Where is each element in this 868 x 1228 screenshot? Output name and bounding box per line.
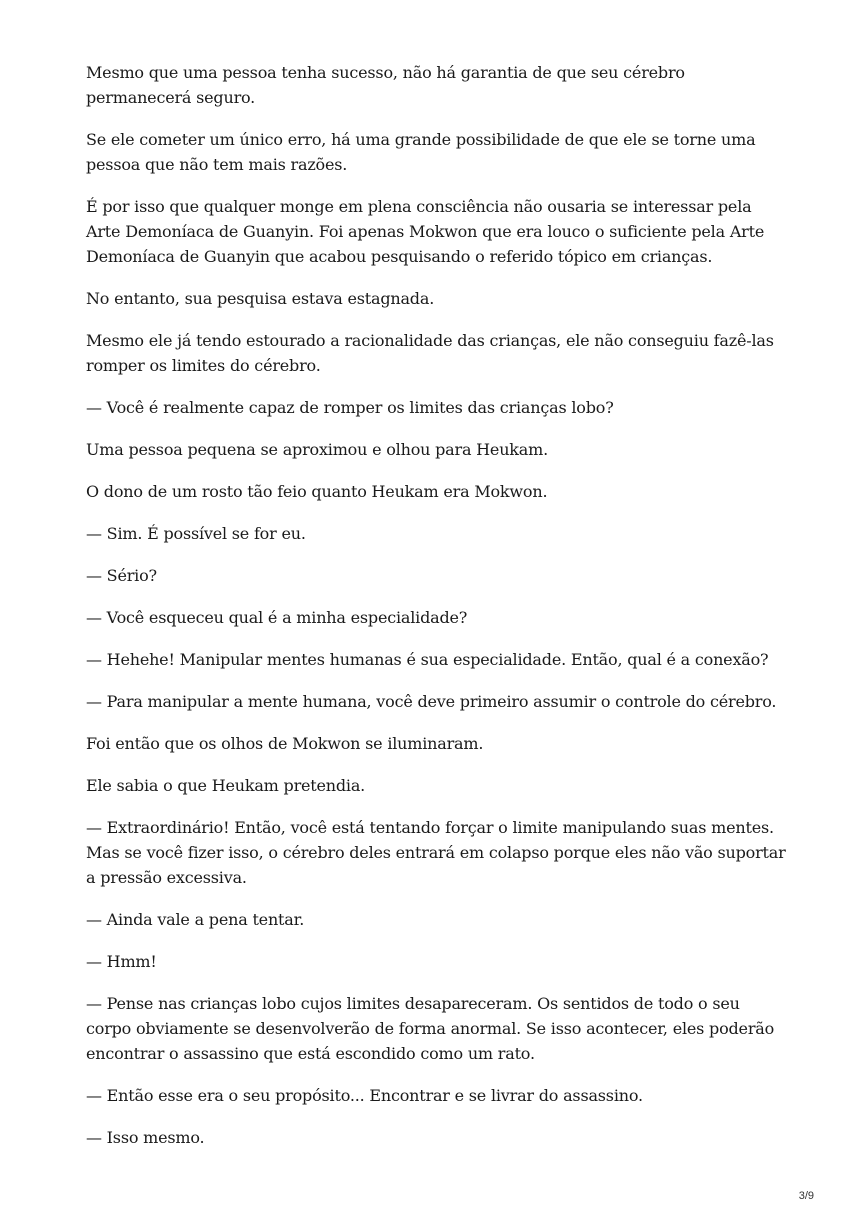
dialogue-line: — Então esse era o seu propósito... Encontrar e se livrar do assassino.	[86, 1086, 643, 1105]
dialogue-line: — Hmm!	[86, 952, 157, 971]
dialogue-line: — Sim. É possível se for eu.	[86, 524, 306, 543]
dialogue-line: — Para manipular a mente humana, você deve primeiro assumir o controle do cérebro.	[86, 692, 777, 711]
paragraph: Se ele cometer um único erro, há uma grande possibilidade de que ele se torne uma pessoa que não tem mais razões.	[86, 130, 756, 174]
paragraph: Mesmo que uma pessoa tenha sucesso, não há garantia de que seu cérebro permanecerá seguro.	[86, 63, 685, 107]
dialogue-line: — Sério?	[86, 566, 157, 585]
document-body	[86, 60, 786, 1167]
paragraph: Uma pessoa pequena se aproximou e olhou para Heukam.	[86, 440, 548, 459]
paragraph: No entanto, sua pesquisa estava estagnada.	[86, 289, 435, 308]
paragraph: Ele sabia o que Heukam pretendia.	[86, 776, 366, 795]
dialogue-line: — Hehehe! Manipular mentes humanas é sua especialidade. Então, qual é a conexão?	[86, 650, 769, 669]
page-number: 3/9	[798, 1190, 814, 1202]
paragraph: O dono de um rosto tão feio quanto Heukam era Mokwon.	[86, 482, 548, 501]
dialogue-line: — Extraordinário! Então, você está tentando forçar o limite manipulando suas mentes. Mas se você fizer isso, o cérebro deles entrará em colapso porque eles não vão suportar a pressão excessiva.	[86, 818, 786, 887]
dialogue-line: — Isso mesmo.	[86, 1128, 205, 1147]
dialogue-line: — Pense nas crianças lobo cujos limites desapareceram. Os sentidos de todo o seu corpo obviamente se desenvolverão de forma anormal. Se isso acontecer, eles poderão encontrar o assassino que está escondido como um rato.	[86, 994, 775, 1063]
dialogue-line: — Ainda vale a pena tentar.	[86, 910, 305, 929]
paragraph: Foi então que os olhos de Mokwon se iluminaram.	[86, 734, 484, 753]
paragraph: É por isso que qualquer monge em plena consciência não ousaria se interessar pela Arte Demoníaca de Guanyin. Foi apenas Mokwon que era louco o suficiente pela Arte Demoníaca de Guanyin que acabou pesquisando o referido tópico em crianças.	[86, 197, 765, 266]
dialogue-line: — Você é realmente capaz de romper os limites das crianças lobo?	[86, 398, 614, 417]
dialogue-line: — Você esqueceu qual é a minha especialidade?	[86, 608, 468, 627]
paragraph: Mesmo ele já tendo estourado a racionalidade das crianças, ele não conseguiu fazê-las romper os limites do cérebro.	[86, 331, 774, 375]
